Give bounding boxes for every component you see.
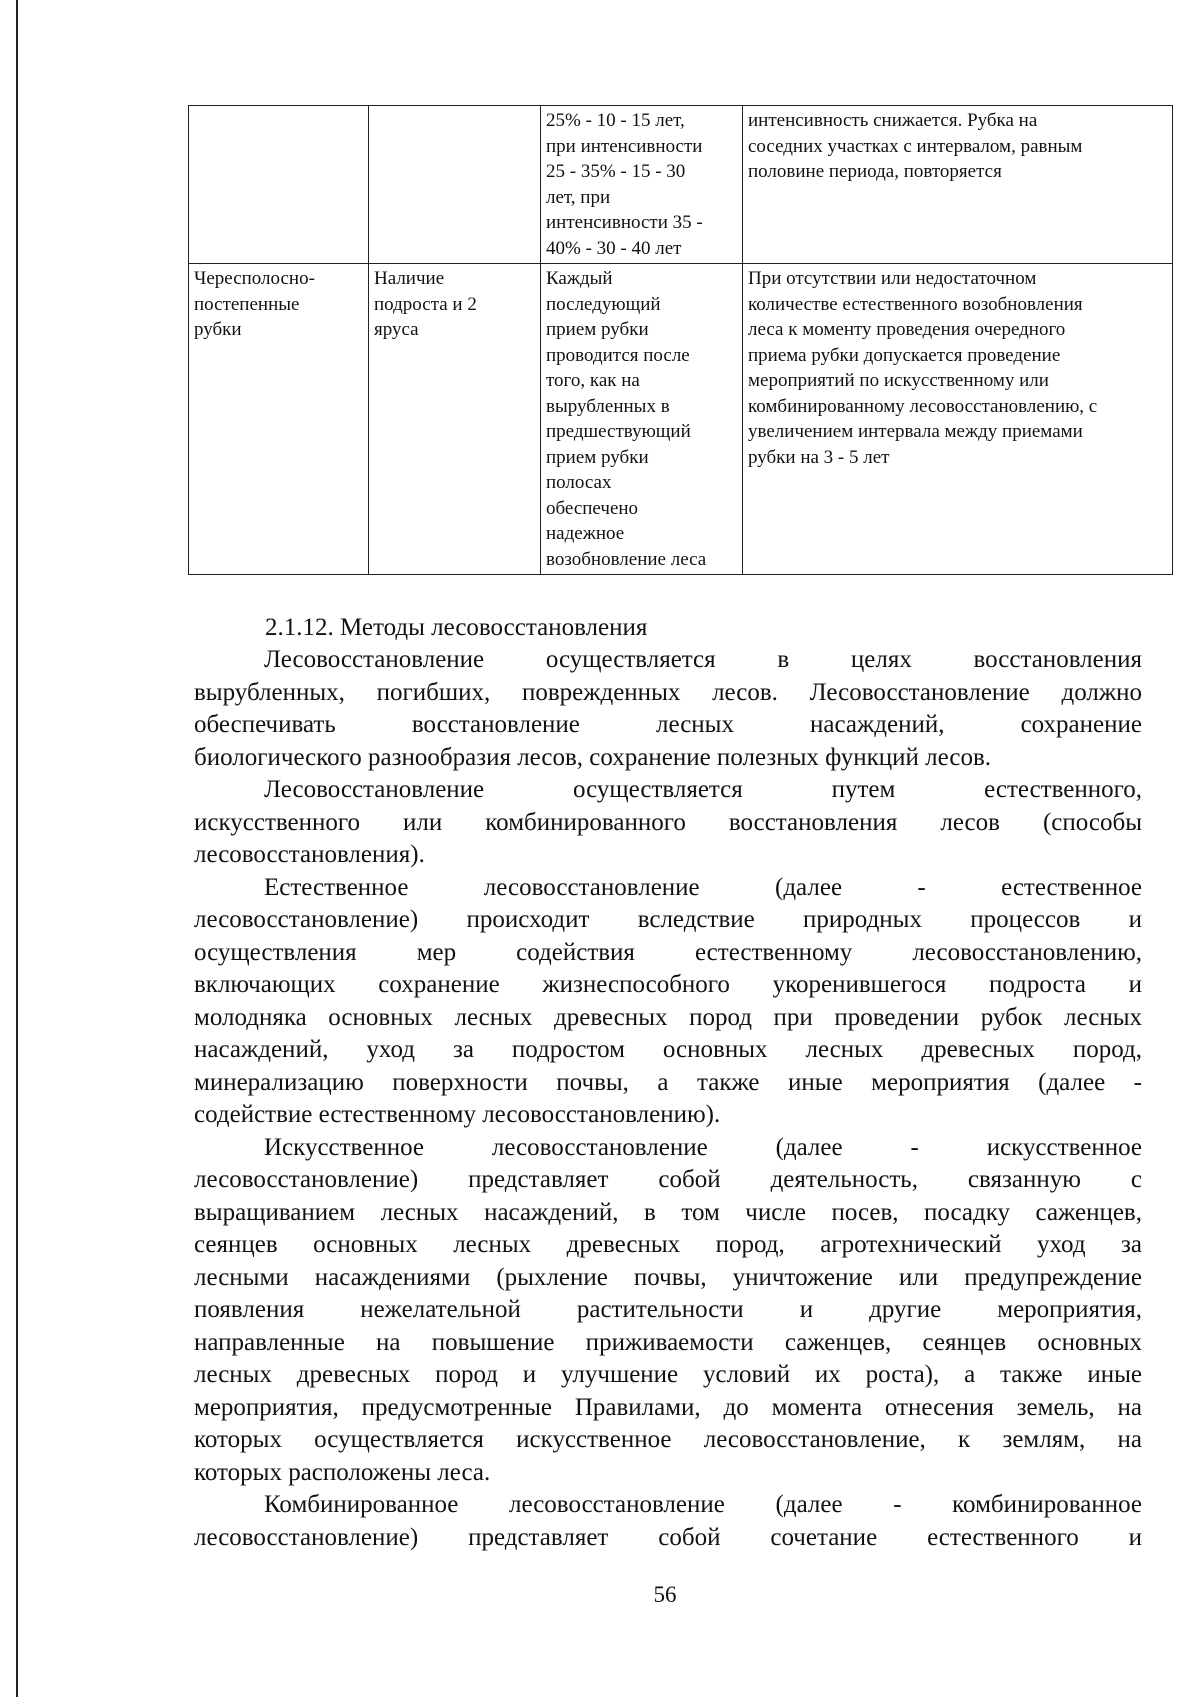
cell-text-line: Чересполосно- — [194, 268, 315, 289]
cell-text-line: обеспечено — [546, 497, 639, 519]
cell-text-line: 40% - 30 - 40 лет — [546, 237, 682, 259]
cell-text-line: интенсивности 35 - — [546, 212, 703, 233]
paragraph-line: Лесовосстановление осуществляется путем естественного, — [264, 776, 1142, 803]
paragraph-line: осуществления мер содействия естественному лесовосстановлению, — [194, 938, 1142, 966]
paragraph-line: молодняка основных лесных древесных пород при проведении рубок лесных — [194, 1003, 1142, 1031]
paragraph — [194, 644, 1142, 774]
paragraph-line: Естественное лесовосстановление (далее - естественное — [264, 873, 1142, 901]
table-cell — [369, 106, 541, 264]
cell-text-line: последующий — [546, 293, 661, 315]
paragraph-line: биологического разнообразия лесов, сохранение полезных функций лесов. — [194, 743, 991, 771]
paragraph — [194, 872, 1142, 1132]
cell-text-line: возобновление леса — [546, 548, 707, 570]
cell-text-line: комбинированному лесовосстановлению, с — [748, 395, 1098, 417]
table-cell — [541, 106, 743, 264]
paragraph-line: обеспечивать восстановление лесных насаждений, сохранение — [194, 711, 1142, 738]
paragraph-line: Комбинированное лесовосстановление (далее - комбинированное — [264, 1491, 1142, 1518]
cell-text-line: При отсутствии или недостаточном — [748, 268, 1037, 289]
paragraph-line: содействие естественному лесовосстановлению). — [194, 1101, 721, 1128]
table-row — [189, 264, 1173, 575]
table-cell — [743, 264, 1173, 575]
paragraph-line: насаждений, уход за подростом основных лесных древесных пород, — [194, 1036, 1142, 1063]
cell-text-line: соседних участках с интервалом, равным — [748, 135, 1083, 157]
paragraph-line: включающих сохранение жизнеспособного укоренившегося подроста и — [194, 971, 1142, 998]
table-cell — [369, 264, 541, 575]
cell-text-line: яруса — [374, 319, 419, 340]
cell-text-line: подроста и 2 — [374, 293, 477, 315]
paragraph — [194, 1489, 1142, 1554]
paragraph-line: лесовосстановления). — [194, 841, 425, 868]
paragraph-line: направленные на повышение приживаемости саженцев, сеянцев основных — [194, 1328, 1142, 1356]
table-row — [189, 106, 1173, 264]
paragraph-line: лесовосстановление) представляет собой деятельность, связанную с — [194, 1166, 1142, 1193]
cell-text-line: при интенсивности — [546, 135, 703, 157]
section-heading: 2.1.12. Методы лесовосстановления — [265, 614, 648, 641]
cell-text-line: полосах — [546, 472, 612, 493]
cell-text-line: проводится после — [546, 344, 690, 366]
paragraph-line: мероприятия, предусмотренные Правилами, до момента отнесения земель, на — [194, 1393, 1142, 1421]
cell-text-line: интенсивность снижается. Рубка на — [748, 110, 1038, 131]
cell-text-line: Каждый — [546, 268, 613, 289]
paragraph-line: которых расположены леса. — [194, 1458, 491, 1486]
paragraph-line: лесных древесных пород и улучшение условий их роста), а также иные — [194, 1361, 1142, 1388]
paragraph-line: сеянцев основных лесных древесных пород, агротехнический уход за — [194, 1231, 1142, 1258]
cell-text-line: Наличие — [374, 268, 445, 289]
paragraph-line: Лесовосстановление осуществляется в целях восстановления — [264, 646, 1142, 673]
paragraph-line: лесовосстановление) происходит вследствие природных процессов и — [194, 906, 1142, 933]
cell-text-line: рубки — [194, 319, 242, 340]
cell-text-line: леса к моменту проведения очередного — [748, 319, 1066, 340]
paragraph-line: лесовосстановление) представляет собой сочетание естественного и — [194, 1523, 1142, 1551]
cell-text-line: 25% - 10 - 15 лет, — [546, 110, 685, 131]
paragraph-line: Искусственное лесовосстановление (далее - искусственное — [264, 1133, 1142, 1161]
cell-text-line: 25 - 35% - 15 - 30 — [546, 161, 686, 182]
cell-text-line: надежное — [546, 523, 625, 544]
cell-text-line: лет, при — [546, 186, 611, 208]
paragraph-line: выращиванием лесных насаждений, в том числе посев, посадку саженцев, — [194, 1198, 1142, 1226]
paragraph-line: вырубленных, погибших, поврежденных лесов. Лесовосстановление должно — [194, 678, 1142, 706]
paragraph-line: минерализацию поверхности почвы, а также иные мероприятия (далее - — [194, 1068, 1142, 1096]
cell-text-line: половине периода, повторяется — [748, 161, 1002, 182]
paragraph — [194, 1132, 1142, 1490]
paragraph-line: которых осуществляется искусственное лесовосстановление, к землям, на — [194, 1426, 1142, 1453]
cell-text-line: предшествующий — [546, 421, 691, 442]
table-cell — [541, 264, 743, 575]
cell-text-line: прием рубки — [546, 319, 649, 340]
cell-text-line: вырубленных в — [546, 395, 670, 417]
table-cell — [189, 264, 369, 575]
cell-text-line: прием рубки — [546, 446, 649, 468]
page-number: 56 — [653, 1582, 677, 1607]
cell-text-line: количестве естественного возобновления — [748, 293, 1083, 315]
paragraph-line: искусственного или комбинированного восстановления лесов (способы — [194, 808, 1142, 836]
cell-text-line: приема рубки допускается проведение — [748, 344, 1061, 366]
cell-text-line: постепенные — [194, 293, 300, 315]
paragraph-line: появления нежелательной растительности и другие мероприятия, — [194, 1296, 1142, 1323]
paragraph-line: лесными насаждениями (рыхление почвы, уничтожение или предупреждение — [194, 1263, 1142, 1291]
cell-text-line: мероприятий по искусственному или — [748, 370, 1049, 391]
section-body — [194, 644, 1142, 1554]
cell-text-line: того, как на — [546, 370, 640, 391]
cell-text-line: увеличением интервала между приемами — [748, 421, 1083, 442]
paragraph — [194, 774, 1142, 872]
table-cell — [189, 106, 369, 264]
table-cell — [743, 106, 1173, 264]
cell-text-line: рубки на 3 - 5 лет — [748, 446, 890, 468]
cutting-methods-table — [188, 105, 1173, 575]
page-edge-line — [16, 0, 18, 1697]
